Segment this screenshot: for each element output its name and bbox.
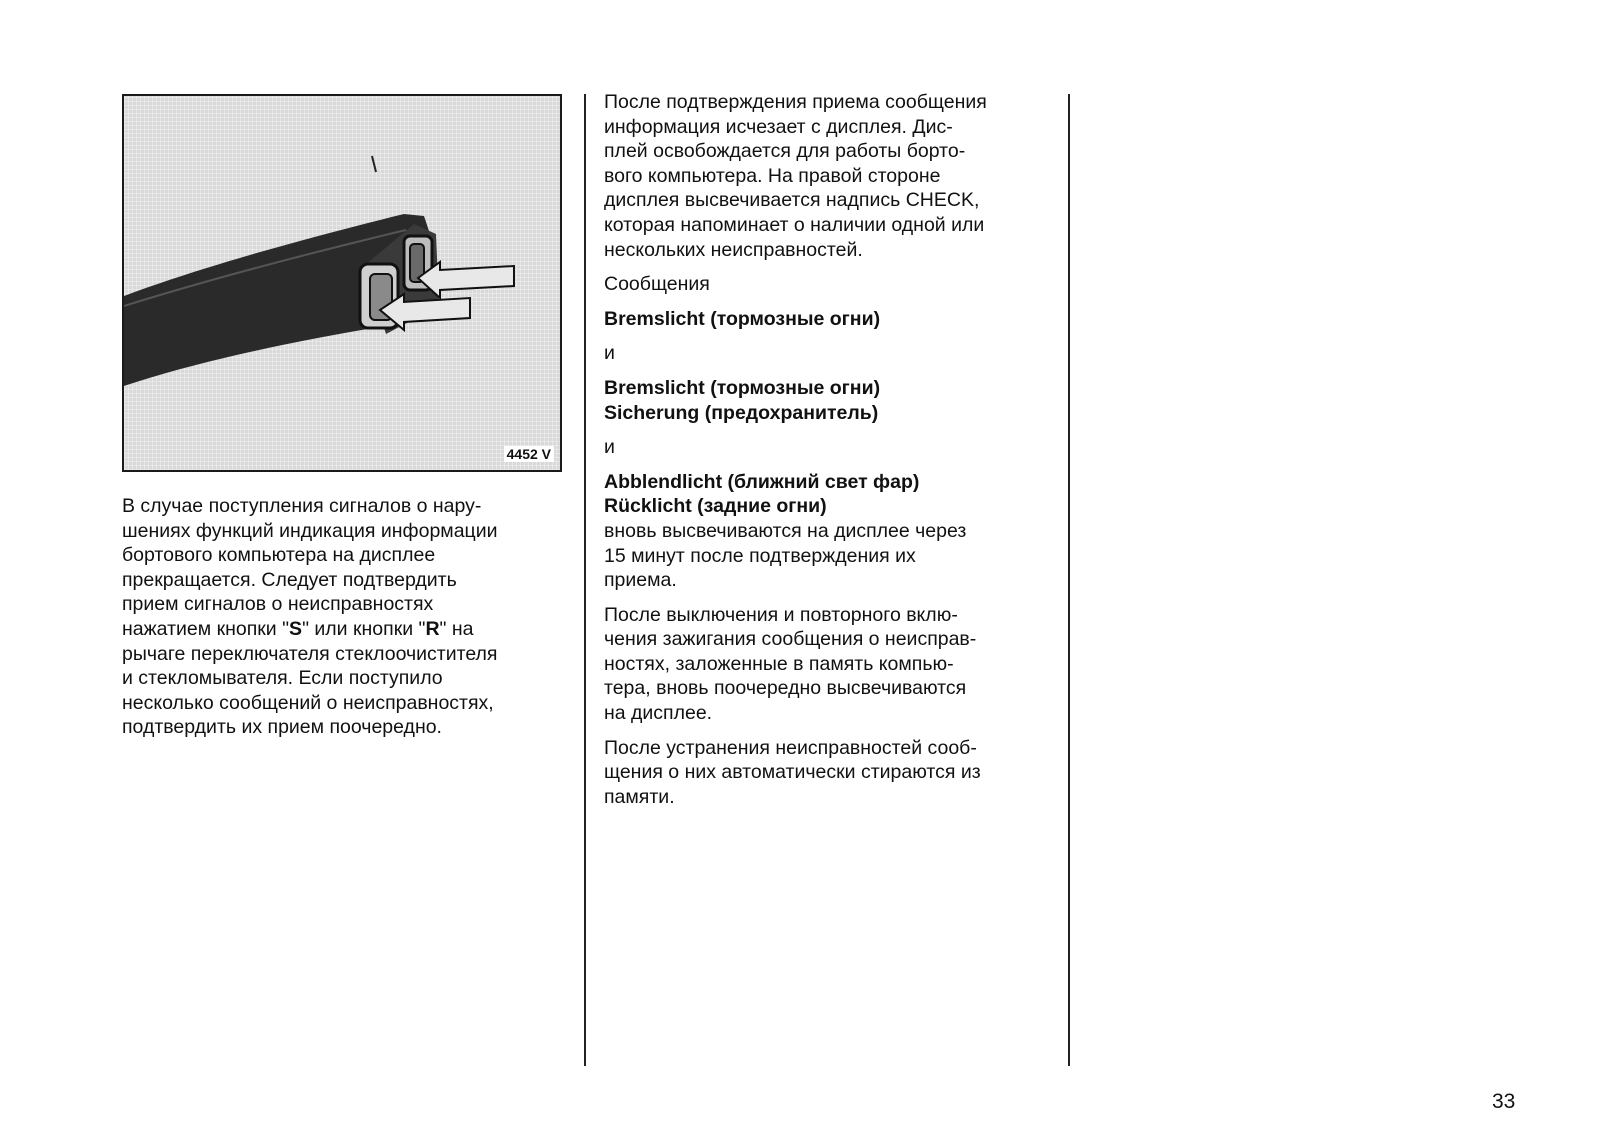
text-line: и стекломывателя. Если поступило xyxy=(122,667,443,690)
figure-number: 4452 V xyxy=(504,446,554,462)
text-line: приема. xyxy=(604,569,677,592)
text-line: бортового компьютера на дисплее xyxy=(122,544,436,567)
text-fragment: " или кнопки " xyxy=(302,617,426,640)
wiper-lever-drawing xyxy=(124,96,562,472)
paragraph-confirmation xyxy=(604,90,1044,262)
button-s-label: S xyxy=(289,617,303,640)
text-line: прекращается. Следует подтвердить xyxy=(122,568,457,591)
right-text-block xyxy=(604,90,1044,809)
message-line: Rücklicht (задние огни) xyxy=(604,495,827,518)
message-bremslicht: Bremslicht (тормозные огни) xyxy=(604,307,881,330)
column-divider-left xyxy=(584,94,586,1066)
paragraph-ignition xyxy=(604,603,1044,726)
message-line: Abblendlicht (ближний свет фар) xyxy=(604,470,920,493)
message-group-fuse xyxy=(604,376,1044,425)
text-line: плей освобождается для работы борто- xyxy=(604,140,966,163)
text-line: которая напоминает о наличии одной или xyxy=(604,213,985,236)
text-fragment: " на xyxy=(439,617,474,640)
text-line: прием сигналов о неисправностях xyxy=(122,593,434,616)
text-line-buttons xyxy=(122,617,572,642)
left-text-block xyxy=(122,494,572,740)
column-divider-right xyxy=(1068,94,1070,1066)
text-line: нескольких неисправностей. xyxy=(604,238,863,261)
lever-illustration xyxy=(122,94,562,472)
text-line: тера, вновь поочередно высвечиваются xyxy=(604,677,967,700)
text-line: После подтверждения приема сообщения xyxy=(604,91,987,113)
text-line: ностях, заложенные в память компью- xyxy=(604,652,954,675)
text-line: После устранения неисправностей сооб- xyxy=(604,736,977,759)
text-line: памяти. xyxy=(604,785,675,808)
text-line: несколько сообщений о неисправностях, xyxy=(122,691,494,714)
text-line: вого компьютера. На правой стороне xyxy=(604,164,941,187)
text-fragment: нажатием кнопки " xyxy=(122,617,290,640)
text-line: щения о них автоматически стираются из xyxy=(604,761,981,784)
text-line: рычаге переключателя стеклоочистителя xyxy=(122,642,498,665)
button-r-label: R xyxy=(425,617,440,640)
text-line: вновь высвечиваются на дисплее через xyxy=(604,519,967,542)
text-line: шениях функций индикация информации xyxy=(122,519,498,542)
paragraph-cleared xyxy=(604,736,1044,810)
conjunction-and: и xyxy=(604,436,615,459)
text-line: 15 минут после подтверждения их xyxy=(604,544,916,567)
text-line: После выключения и повторного вклю- xyxy=(604,603,958,626)
text-line: информация исчезает с дисплея. Дис- xyxy=(604,115,953,138)
messages-label: Сообщения xyxy=(604,273,710,296)
conjunction-and: и xyxy=(604,342,615,365)
message-group-lights xyxy=(604,470,1044,593)
text-line: подтвердить их прием поочередно. xyxy=(122,716,442,739)
text-line: дисплея высвечивается надпись CHECK, xyxy=(604,189,980,212)
message-line: Sicherung (предохранитель) xyxy=(604,401,879,424)
text-line: В случае поступления сигналов о нару- xyxy=(122,495,482,517)
text-line: на дисплее. xyxy=(604,702,713,725)
text-line: чения зажигания сообщения о неисправ- xyxy=(604,628,977,651)
page-number: 33 xyxy=(1492,1090,1516,1113)
message-line: Bremslicht (тормозные огни) xyxy=(604,376,881,399)
